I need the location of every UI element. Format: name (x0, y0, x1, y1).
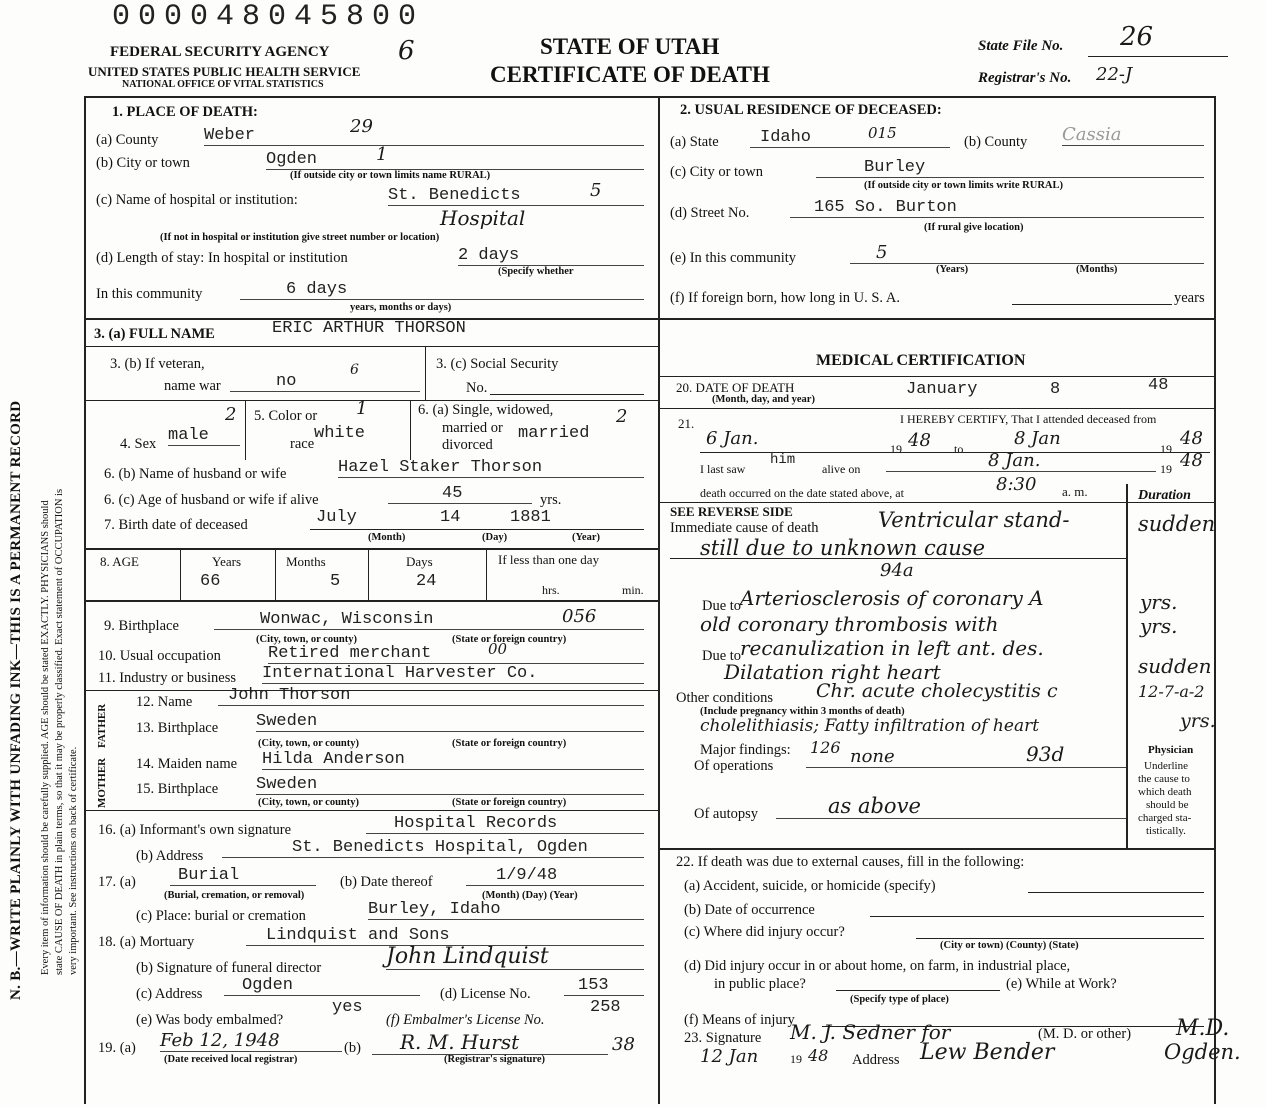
due-to-2-label: Due to (702, 648, 742, 664)
means-of-injury-label: (f) Means of injury (684, 1012, 795, 1028)
age-years-value: 66 (200, 572, 221, 591)
state-file-label: State File No. (978, 38, 1064, 54)
residence-heading: 2. USUAL RESIDENCE OF DECEASED: (680, 102, 942, 118)
age-months-value: 5 (330, 572, 341, 591)
registrar-signature-code: 38 (612, 1034, 635, 1055)
external-causes-heading: 22. If death was due to external causes, fill in the following: (676, 854, 1025, 870)
mother-birthplace-value: Sweden (256, 775, 644, 795)
age-years-label: Years (212, 554, 242, 569)
birthplace-code: 056 (562, 606, 597, 627)
birth-month-value: July (316, 508, 357, 527)
state-title: STATE OF UTAH (540, 34, 720, 59)
spouse-age-value: 45 (388, 484, 532, 504)
father-birthplace-label: 13. Birthplace (136, 720, 219, 736)
other-conditions-duration-2: yrs. (1180, 710, 1216, 732)
alive-on-label: alive on (822, 462, 861, 476)
color-code: 1 (356, 398, 368, 419)
side-instruction-3: very important. See instructions on back of certificate. (68, 746, 79, 975)
date-received-note: (Date received local registrar) (164, 1054, 298, 1065)
age-minutes-label: min. (622, 583, 644, 597)
signature-md-note: (M. D. or other) (1038, 1026, 1132, 1042)
color-value: white (314, 424, 366, 443)
registrar-signature-note: (Registrar's signature) (444, 1054, 545, 1065)
mother-birthplace-label: 15. Birthplace (136, 781, 219, 797)
other-conditions-label: Other conditions (676, 690, 774, 706)
burial-place-label: (c) Place: burial or cremation (136, 908, 306, 924)
occupation-label: 10. Usual occupation (98, 648, 221, 664)
attended-to-year: 48 (1180, 428, 1203, 449)
signature-address: Lew Bender (920, 1040, 1055, 1065)
marital-divorced-label: divorced (442, 437, 493, 453)
mother-name-label: 14. Maiden name (136, 756, 238, 772)
marital-code: 2 (616, 406, 628, 427)
attended-to-century: 19 (1160, 442, 1172, 456)
due-to-2-value: recanulization in left ant. des. (740, 636, 1044, 660)
county-label: (a) County (96, 132, 159, 148)
full-name-label: 3. (a) FULL NAME (94, 326, 215, 342)
residence-street-label: (d) Street No. (670, 205, 750, 221)
embalmer-license-value: 258 (590, 998, 621, 1017)
residence-state-code: 015 (868, 124, 897, 142)
attended-from: 6 Jan. (706, 428, 759, 449)
community-value: 6 days (240, 280, 644, 300)
immediate-cause-code: 94a (880, 560, 914, 581)
father-name-value: John Thorson (218, 686, 644, 706)
community-note: years, months or days) (350, 302, 452, 313)
father-birthplace-city-note: (City, town, or county) (258, 738, 360, 749)
race-label: race (290, 436, 315, 452)
birth-date-label: 7. Birth date of deceased (104, 517, 248, 533)
burial-date-label: (b) Date thereof (340, 874, 433, 890)
death-occurred-label: death occurred on the date stated above, at (700, 486, 904, 500)
other-conditions-duration: 12-7-a-2 (1138, 682, 1205, 701)
license-value: 153 (564, 976, 644, 996)
color-label: 5. Color or (254, 408, 318, 424)
signature-md: M.D. (1176, 1016, 1230, 1041)
city-value: Ogden (266, 150, 644, 170)
registrar-signature-label: (b) (344, 1040, 361, 1056)
embalmed-label: (e) Was body embalmed? (136, 1012, 284, 1028)
sex-code: 2 (225, 404, 237, 425)
embalmed-value: yes (332, 998, 363, 1017)
death-time-ampm: a. m. (1062, 484, 1088, 499)
informant-address-value: St. Benedicts Hospital, Ogden (222, 838, 644, 858)
residence-street-note: (If rural give location) (924, 222, 1024, 233)
veteran-label: 3. (b) If veteran, (110, 356, 205, 372)
side-notice: N. B.—WRITE PLAINLY WITH UNFADING INK—THIS IS A PERMANENT RECORD (8, 400, 24, 1000)
due-to-1-value-2: old coronary thrombosis with (700, 612, 999, 636)
informant-label: 16. (a) Informant's own signature (98, 822, 292, 838)
foreign-born-label: (f) If foreign born, how long in U. S. A. (670, 290, 900, 306)
industry-value: International Harvester Co. (262, 664, 644, 684)
veteran-value: no (230, 372, 420, 392)
mortuary-label: 18. (a) Mortuary (98, 934, 195, 950)
social-security-label: 3. (c) Social Security (436, 356, 559, 372)
certify-text: I HEREBY CERTIFY, That I attended deceased from (900, 412, 1157, 426)
due-to-1-duration: yrs. (1140, 590, 1178, 614)
operations-code-2: 93d (1026, 742, 1065, 766)
date-of-death-note: (Month, day, and year) (712, 394, 815, 405)
birthplace-value: Wonwac, Wisconsin (214, 610, 644, 630)
burial-place-value: Burley, Idaho (368, 900, 644, 920)
hospital-label: (c) Name of hospital or institution: (96, 192, 298, 208)
mother-birthplace-city-note: (City, town, or county) (258, 797, 360, 808)
sex-value: male (168, 426, 240, 446)
funeral-director-address-label: (c) Address (136, 986, 203, 1002)
spouse-value: Hazel Staker Thorson (338, 458, 644, 478)
spouse-label: 6. (b) Name of husband or wife (104, 466, 287, 482)
funeral-director-label: (b) Signature of funeral director (136, 960, 322, 976)
last-saw-value: him (770, 452, 796, 468)
residence-city-label: (c) City or town (670, 164, 764, 180)
injury-location-note: (City or town) (County) (State) (940, 940, 1079, 951)
physician-note-1: Physician (1148, 744, 1194, 756)
county-code: 29 (350, 116, 373, 137)
service-name: UNITED STATES PUBLIC HEALTH SERVICE (88, 64, 361, 79)
physician-note-4: which death (1138, 786, 1192, 798)
autopsy-value: as above (776, 794, 1126, 819)
residence-state-value: Idaho (750, 128, 950, 148)
registrar-signature: R. M. Hurst (372, 1030, 608, 1055)
hospital-note: (If not in hospital or institution give street number or location) (160, 232, 440, 243)
certificate-title: CERTIFICATE OF DEATH (490, 62, 770, 87)
social-security-no-label: No. (466, 380, 488, 396)
registrar-label: Registrar's No. (978, 70, 1072, 86)
birthplace-city-note: (City, town, or county) (256, 634, 358, 645)
hospital-value-handwritten: Hospital (440, 206, 526, 230)
signature-address-label: Address (852, 1052, 900, 1068)
signature-city: Ogden. (1164, 1040, 1241, 1064)
spouse-age-label: 6. (c) Age of husband or wife if alive (104, 492, 319, 508)
injury-place-note: (Specify type of place) (850, 994, 949, 1005)
stay-value: 2 days (458, 246, 644, 266)
burial-date-note: (Month) (Day) (Year) (482, 890, 578, 901)
death-time-value: 8:30 (996, 474, 1037, 495)
physician-note-5: should be (1146, 799, 1189, 811)
burial-note: (Burial, cremation, or removal) (164, 890, 305, 901)
injury-location-label: (c) Where did injury occur? (684, 924, 845, 940)
duration-heading: Duration (1138, 488, 1191, 503)
immediate-cause-label: Immediate cause of death (670, 520, 819, 536)
birth-year-value: 1881 (510, 508, 551, 527)
serial-number: 000048045800 (112, 0, 425, 34)
residence-street-value: 165 So. Burton (790, 198, 1204, 218)
other-conditions-value: Chr. acute cholecystitis c (816, 680, 1058, 702)
state-file-value: 26 (1120, 22, 1154, 52)
physician-note-3: the cause to (1138, 773, 1190, 785)
age-less-than-day-label: If less than one day (498, 552, 600, 567)
other-conditions-value-2: cholelithiasis; Fatty infiltration of heart (700, 716, 1040, 736)
date-of-death-month: January (906, 380, 978, 399)
place-of-death-heading: 1. PLACE OF DEATH: (112, 104, 258, 120)
side-instruction-1: Every item of information should be carefully supplied. AGE should be stated EXACTLY. PHYSICIANS should (40, 500, 51, 975)
signature-year: 48 (808, 1046, 829, 1065)
agency-mark: 6 (398, 36, 415, 66)
attended-to: 8 Jan (1014, 428, 1061, 449)
due-to-1-duration-2: yrs. (1140, 614, 1178, 638)
injury-public-label: in public place? (714, 976, 806, 992)
sex-label: 4. Sex (120, 436, 157, 452)
community-label: In this community (96, 286, 203, 302)
marital-label: 6. (a) Single, widowed, (418, 402, 554, 418)
residence-community-label: (e) In this community (670, 250, 797, 266)
birth-day-note: (Day) (482, 532, 508, 543)
mortuary-value: Lindquist and Sons (246, 926, 644, 946)
informant-value: Hospital Records (366, 814, 644, 834)
burial-date-value: 1/9/48 (466, 866, 644, 886)
residence-years-note: (Years) (936, 264, 969, 275)
occurrence-date-label: (b) Date of occurrence (684, 902, 815, 918)
hospital-code: 5 (590, 180, 602, 201)
birth-year-note: (Year) (572, 532, 600, 543)
signature-label: 23. Signature (684, 1030, 762, 1046)
signature-date: 12 Jan (700, 1046, 759, 1067)
full-name-value: ERIC ARTHUR THORSON (272, 319, 466, 338)
residence-county-value: Cassia (1062, 124, 1204, 146)
embalmer-license-label: (f) Embalmer's License No. (386, 1012, 545, 1028)
funeral-director-signature: John Lindquist (386, 944, 644, 970)
age-days-value: 24 (416, 572, 437, 591)
other-conditions-note: (Include pregnancy within 3 months of death) (700, 706, 905, 717)
see-reverse-side: SEE REVERSE SIDE (670, 504, 793, 519)
due-to-1-label: Due to (702, 598, 742, 614)
due-to-2-value-2: Dilatation right heart (724, 660, 941, 684)
alive-on-year: 48 (1180, 450, 1203, 471)
physician-note-7: tistically. (1146, 825, 1186, 837)
date-of-death-label: 20. DATE OF DEATH (676, 380, 795, 395)
medical-certification-heading: MEDICAL CERTIFICATION (816, 352, 1026, 369)
veteran-war-label: name war (164, 378, 221, 394)
county-value: Weber (204, 126, 644, 146)
residence-months-note: (Months) (1076, 264, 1118, 275)
attended-from-century: 19 (890, 442, 902, 456)
residence-city-note: (If outside city or town limits write RURAL) (864, 180, 1063, 191)
while-at-work-label: (e) While at Work? (1006, 976, 1117, 992)
age-months-label: Months (286, 554, 326, 569)
side-instruction-2: state CAUSE OF DEATH in plain terms, so that it may be properly classified. Exact statement of OCCUPATION is (54, 488, 65, 975)
date-of-death-year: 48 (1148, 376, 1169, 395)
autopsy-label: Of autopsy (694, 806, 759, 822)
due-to-1-value: Arteriosclerosis of coronary A (740, 586, 1044, 610)
stay-label: (d) Length of stay: In hospital or institution (96, 250, 348, 266)
residence-county-label: (b) County (964, 134, 1028, 150)
operations-value: none (806, 746, 1126, 768)
major-findings-label: Major findings: (700, 742, 791, 758)
city-label: (b) City or town (96, 155, 190, 171)
mother-side-label: MOTHER (96, 757, 108, 808)
funeral-director-address-value: Ogden (224, 976, 420, 996)
birthplace-label: 9. Birthplace (104, 618, 179, 634)
immediate-cause-value-2: still due to unknown cause (700, 536, 985, 560)
occupation-value: Retired merchant (268, 644, 644, 664)
operations-code: 126 (810, 738, 841, 757)
signature-date-century: 19 (790, 1052, 802, 1066)
immediate-cause-value: Ventricular stand- (878, 508, 1070, 532)
father-birthplace-state-note: (State or foreign country) (452, 738, 567, 749)
injury-home-label: (d) Did injury occur in or about home, on farm, in industrial place, (684, 958, 1071, 974)
last-saw-label: I last saw (700, 462, 746, 476)
certify-number: 21. (678, 416, 695, 431)
alive-on-value: 8 Jan. (886, 450, 1156, 472)
veteran-code: 6 (350, 362, 359, 378)
stay-note: (Specify whether (498, 266, 574, 277)
marital-value: married (518, 424, 590, 443)
date-received-label: 19. (a) (98, 1040, 136, 1056)
industry-label: 11. Industry or business (98, 670, 237, 686)
occupation-code: 00 (488, 640, 508, 658)
date-of-death-day: 8 (1050, 380, 1061, 399)
mother-birthplace-state-note: (State or foreign country) (452, 797, 567, 808)
residence-city-value: Burley (816, 158, 1204, 178)
marital-married-label: married or (442, 420, 503, 436)
birth-day-value: 14 (440, 508, 461, 527)
father-birthplace-value: Sweden (256, 712, 644, 732)
age-label: 8. AGE (100, 554, 139, 569)
birth-month-note: (Month) (368, 532, 406, 543)
informant-address-label: (b) Address (136, 848, 204, 864)
physician-note-6: charged sta- (1138, 812, 1192, 824)
physician-note-2: Underline (1144, 760, 1188, 772)
age-hours-label: hrs. (542, 583, 560, 597)
agency-name: FEDERAL SECURITY AGENCY (110, 44, 330, 60)
father-side-label: FATHER (96, 703, 108, 748)
birthplace-state-note: (State or foreign country) (452, 634, 567, 645)
registrar-value: 22-J (1096, 64, 1133, 85)
residence-community-value: 5 (850, 242, 1204, 264)
physician-signature: M. J. Sedner for (790, 1020, 951, 1044)
hospital-value: St. Benedicts (388, 186, 644, 206)
alive-on-century: 19 (1160, 462, 1172, 476)
father-name-label: 12. Name (136, 694, 193, 710)
residence-state-label: (a) State (670, 134, 719, 150)
operations-label: Of operations (694, 758, 774, 774)
city-code: 1 (376, 144, 388, 165)
license-label: (d) License No. (440, 986, 531, 1002)
mother-name-value: Hilda Anderson (262, 750, 644, 770)
due-to-2-duration: sudden (1138, 654, 1212, 678)
attended-to-label: to (954, 442, 964, 456)
burial-value: Burial (170, 866, 316, 886)
date-received-value: Feb 12, 1948 (160, 1030, 342, 1052)
accident-label: (a) Accident, suicide, or homicide (specify) (684, 878, 936, 894)
spouse-age-unit: yrs. (540, 492, 562, 508)
immediate-cause-duration: sudden (1138, 512, 1216, 536)
attended-from-year: 48 (908, 430, 931, 451)
burial-label: 17. (a) (98, 874, 136, 890)
office-name: NATIONAL OFFICE OF VITAL STATISTICS (122, 79, 324, 90)
city-note: (If outside city or town limits name RURAL) (290, 170, 491, 181)
foreign-born-unit: years (1174, 290, 1205, 306)
age-days-label: Days (406, 554, 433, 569)
